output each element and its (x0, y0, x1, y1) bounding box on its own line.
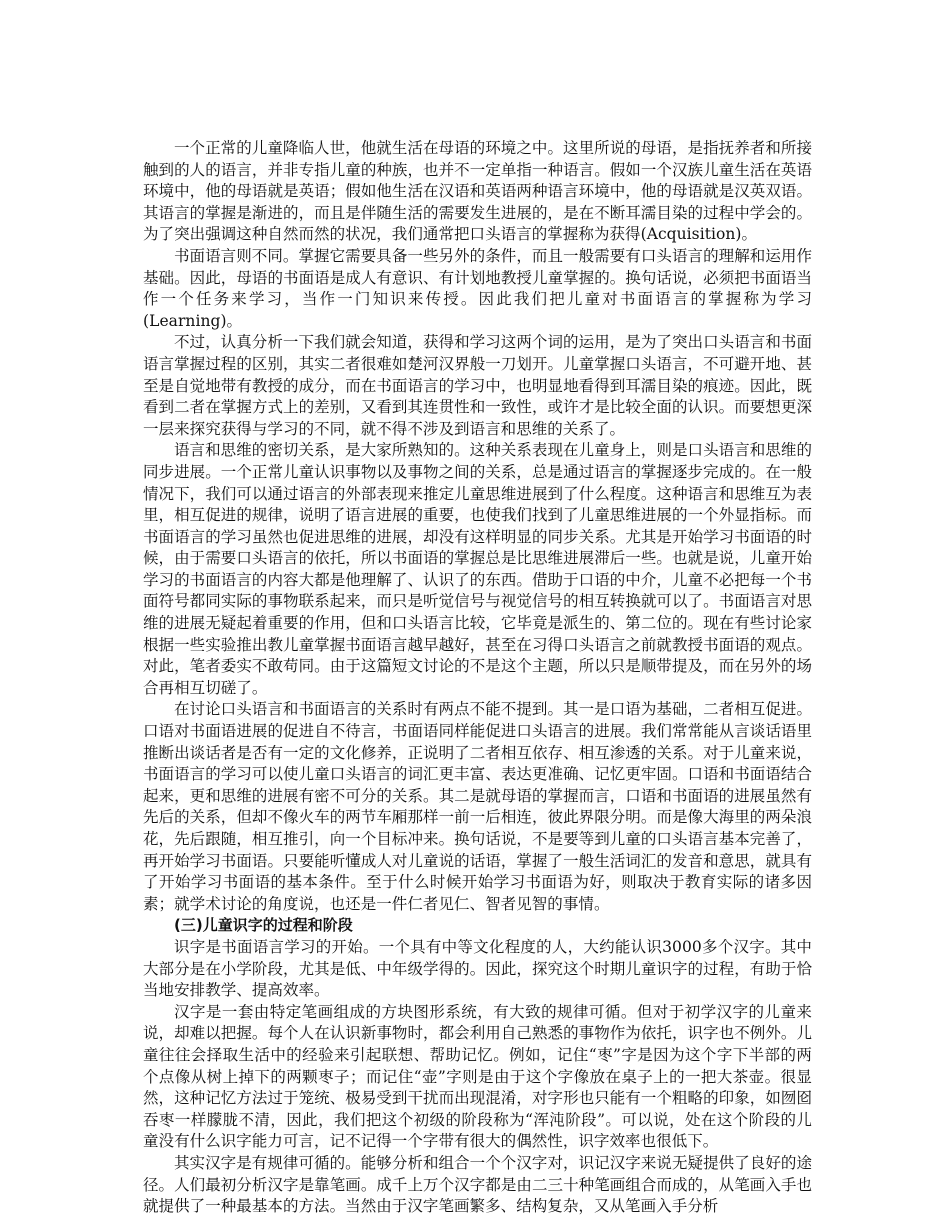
section-heading: (三)儿童识字的过程和阶段 (174, 916, 353, 935)
document-page (143, 138, 812, 1218)
paragraph-chaos-stage: 汉字是一套由特定笔画组成的方块图形系统，有大致的规律可循。但对于初学汉字的儿童来说，却难以把握。每个人在认识新事物时，都会利用自己熟悉的事物作为依托，识字也不例外。儿童往往会择取生活中的经验来引起联想、帮助记忆。例如，记住“枣”字是因为这个字下半部的两个点像从树上掉下的两颗枣子；而记住“壶”字则是由于这个字像放在桌子上的一把大茶壶。很显然，这种记忆方法过于笼统、极易受到干扰而出现混淆，对字形也只能有一个粗略的印象，如囫囵吞枣一样朦胧不清，因此，我们把这个初级的阶段称为“浑沌阶段”。可以说，处在这个阶段的儿童没有什么识字能力可言，记不记得一个字带有很大的偶然性，识字效率也很低下。 (143, 1002, 812, 1151)
paragraph-mother-tongue: 一个正常的儿童降临人世，他就生活在母语的环境之中。这里所说的母语，是指抚养者和所接触到的人的语言，并非专指儿童的种族，也并不一定单指一种语言。假如一个汉族儿童生活在英语环境中，他的母语就是英语；假如他生活在汉语和英语两种语言环境中，他的母语就是汉英双语。其语言的掌握是渐进的，而且是伴随生活的需要发生进展的，是在不断耳濡目染的过程中学会的。为了突出强调这种自然而然的状况，我们通常把口头语言的掌握称为获得(Acquisition)。 (143, 139, 812, 244)
paragraph-literacy-start: 识字是书面语言学习的开始。一个具有中等文化程度的人，大约能认识3000多个汉字。其中大部分是在小学阶段，尤其是低、中年级学得的。因此，探究这个时期儿童识字的过程，有助于恰当地安排教学、提高效率。 (143, 937, 812, 1000)
paragraph-stroke-analysis: 其实汉字是有规律可循的。能够分析和组合一个个汉字对，识记汉字来说无疑提供了良好的途径。人们最初分析汉字是靠笔画。成千上万个汉字都是由二三十种笔画组合而成的，从笔画入手也就提供了一种最基本的方法。当然由于汉字笔画繁多、结构复杂，又从笔画入手分析 (143, 1153, 812, 1216)
paragraph-oral-written-relation: 在讨论口头语言和书面语言的关系时有两点不能不提到。其一是口语为基础，二者相互促进。口语对书面语进展的促进自不待言，书面语同样能促进口头语言的进展。我们常常能从言谈话语里推断出谈话者是否有一定的文化修养，正说明了二者相互依存、相互渗透的关系。对于儿童来说，书面语言的学习可以使儿童口头语言的词汇更丰富、表达更准确、记忆更牢固。口语和书面语结合起来，更和思维的进展有密不可分的关系。其二是就母语的掌握而言，口语和书面语的进展虽然有先后的关系，但却不像火车的两节车厢那样一前一后相连，彼此界限分明。而是像大海里的两朵浪花，先后跟随，相互推引，向一个目标冲来。换句话说，不是要等到儿童的口头语言基本完善了，再开始学习书面语。只要能听懂成人对儿童说的话语，掌握了一般生活词汇的发音和意思，就具有了开始学习书面语的基本条件。至于什么时候开始学习书面语为好，则取决于教育实际的诸多因素；就学术讨论的角度说，也还是一件仁者见仁、智者见智的事情。 (143, 700, 812, 913)
paragraph-written-language: 书面语言则不同。掌握它需要具备一些另外的条件，而且一般需要有口头语言的理解和运用作基础。因此，母语的书面语是成人有意识、有计划地教授儿童掌握的。换句话说，必须把书面语当作一个任务来学习，当作一门知识来传授。因此我们把儿童对书面语言的掌握称为学习(Learning)。 (143, 246, 812, 330)
paragraph-language-and-thinking: 语言和思维的密切关系，是大家所熟知的。这种关系表现在儿童身上，则是口头语言和思维的同步进展。一个正常儿童认识事物以及事物之间的关系，总是通过语言的掌握逐步完成的。在一般情况下，我们可以通过语言的外部表现来推定儿童思维进展到了什么程度。这种语言和思维互为表里，相互促进的规律，说明了语言进展的重要，也使我们找到了儿童思维进展的一个外显指标。而书面语言的学习虽然也促进思维的进展，却没有这样明显的同步关系。尤其是开始学习书面语的时候，由于需要口头语言的依托，所以书面语的掌握总是比思维进展滞后一些。也就是说，儿童开始学习的书面语言的内容大都是他理解了、认识了的东西。借助于口语的中介，儿童不必把每一个书面符号都同实际的事物联系起来，而只是听觉信号与视觉信号的相互转换就可以了。书面语言对思维的进展无疑起着重要的作用，但和口头语言比较，它毕竟是派生的、第二位的。现在有些讨论家根据一些实验推出教儿童掌握书面语言越早越好，甚至在习得口头语言之前就教授书面语的观点。对此，笔者委实不敢苟同。由于这篇短文讨论的不是这个主题，所以只是顺带提及，而在另外的场合再相互切磋了。 (143, 441, 812, 697)
paragraph-acquisition-vs-learning: 不过，认真分析一下我们就会知道，获得和学习这两个词的运用，是为了突出口头语言和书面语言掌握过程的区别，其实二者很难如楚河汉界般一刀划开。儿童掌握口头语言，不可避开地、甚至是自觉地带有教授的成分，而在书面语言的学习中，也明显地看得到耳濡目染的痕迹。因此，既看到二者在掌握方式上的差别，又看到其连贯性和一致性，或许才是比较全面的认识。而要想更深一层来探究获得与学习的不同，就不得不涉及到语言和思维的关系了。 (143, 333, 812, 438)
